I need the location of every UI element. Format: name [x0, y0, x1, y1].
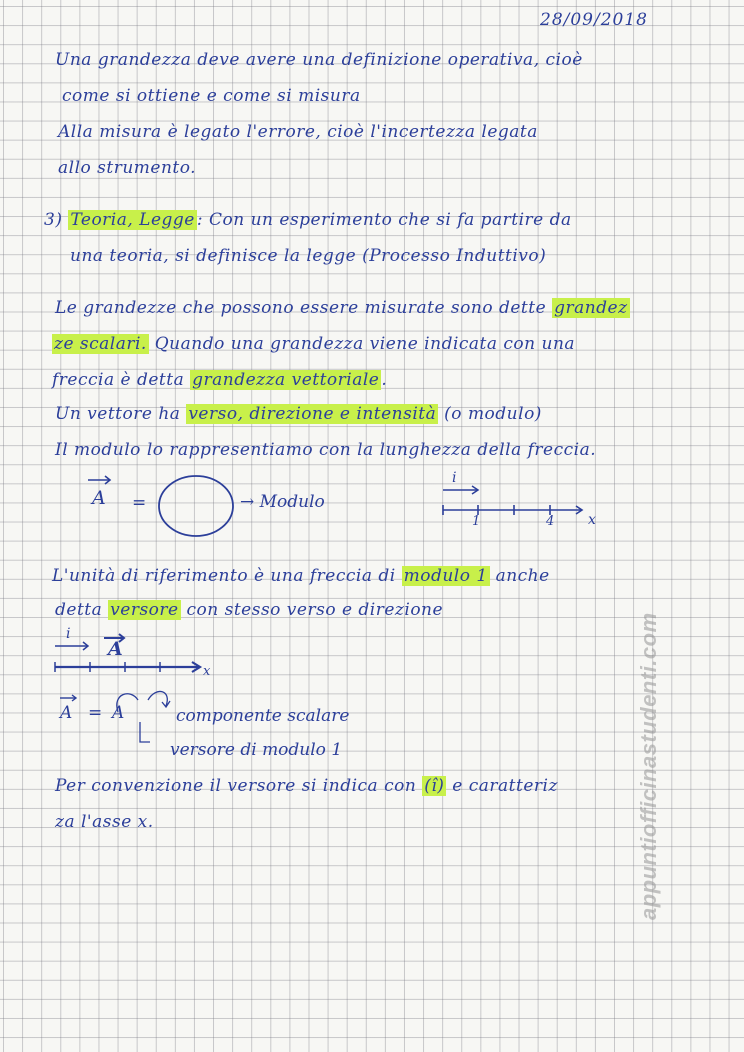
unit-text-2: detta: [55, 600, 103, 620]
text-line-2: come si ottiene e come si misura: [62, 86, 361, 106]
convention-text: Per convenzione il versore si indica con: [55, 776, 417, 796]
unit-arrow-i-2: [55, 642, 88, 650]
text-line-4: allo strumento.: [58, 158, 197, 178]
axis-x-label-2: x: [203, 664, 211, 679]
unit-text-end: anche: [489, 566, 550, 586]
section-3-rest: : Con un esperimento che si fa partire da: [196, 210, 572, 230]
section-3-line-2: una teoria, si definisce la legge (Processo Induttivo): [70, 246, 547, 266]
tick-1-label: 1: [472, 514, 481, 529]
vector-line-2: Il modulo lo rappresentiamo con la lunghezza della freccia.: [55, 440, 597, 460]
highlight-grandezza-vettoriale: grandezza vettoriale: [192, 370, 380, 390]
component-label: componente scalare: [176, 706, 350, 726]
equals-sign: =: [132, 493, 147, 513]
vector-a-label: A: [92, 487, 106, 509]
watermark: appuntiofficinastudenti.com: [636, 612, 661, 920]
scalars-text-2: Quando una grandezza viene indicata con una: [148, 334, 576, 354]
unit-text-2-end: con stesso verso e direzione: [180, 600, 444, 620]
vector-a-label-2: A: [108, 638, 123, 660]
highlight-scalari: ze scalari.: [54, 334, 147, 354]
unit-i-label: i: [452, 470, 457, 486]
scalars-text: Le grandezze che possono essere misurate sono dette: [55, 298, 547, 318]
highlight-verso-direzione: verso, direzione e intensità: [188, 404, 437, 424]
modulo-circle: [159, 476, 233, 536]
highlight-modulo-1: modulo 1: [403, 566, 488, 586]
vector-text-end: (o modulo): [438, 404, 542, 424]
axis-x-label: x: [588, 512, 596, 528]
eq-sign: =: [88, 703, 103, 723]
text-line-1: Una grandezza deve avere una definizione operativa, cioè: [55, 50, 583, 70]
vector-text: Un vettore ha: [55, 404, 181, 424]
versore-label: versore di modulo 1: [170, 740, 343, 760]
unit-i-label-2: i: [66, 626, 71, 642]
unit-line-1: [52, 566, 550, 586]
curly-arrows: [117, 691, 170, 742]
highlight-versore: versore: [110, 600, 179, 620]
text-line-3: Alla misura è legato l'errore, cioè l'incertezza legata: [58, 122, 538, 142]
highlight-teoria-legge: Teoria, Legge: [70, 210, 195, 230]
unit-text: L'unità di riferimento è una freccia di: [52, 566, 396, 586]
highlight-i-hat: (î): [424, 776, 445, 796]
eq-right: A: [112, 703, 125, 723]
convention-text-end: e caratteriz: [446, 776, 558, 796]
scalars-text-3: freccia è detta: [52, 370, 185, 390]
tick-4-label: 4: [546, 514, 555, 529]
unit-arrow-i: [443, 486, 478, 494]
x-axis-2: [55, 662, 200, 672]
convention-line-2: za l'asse x.: [55, 812, 154, 832]
eq-arrow-a: [60, 695, 76, 701]
unit-line-2: [55, 600, 443, 620]
vector-arrow-a: [88, 476, 110, 484]
modulo-label: → Modulo: [240, 492, 325, 512]
convention-line-1: [55, 776, 558, 796]
date: 28/09/2018: [540, 10, 648, 30]
section-number: 3): [44, 210, 63, 230]
x-axis-1: [443, 505, 582, 515]
highlight-grandezze: grandez: [554, 298, 628, 318]
eq-left-a: A: [60, 703, 73, 723]
scalars-text-3-end: .: [381, 370, 388, 390]
